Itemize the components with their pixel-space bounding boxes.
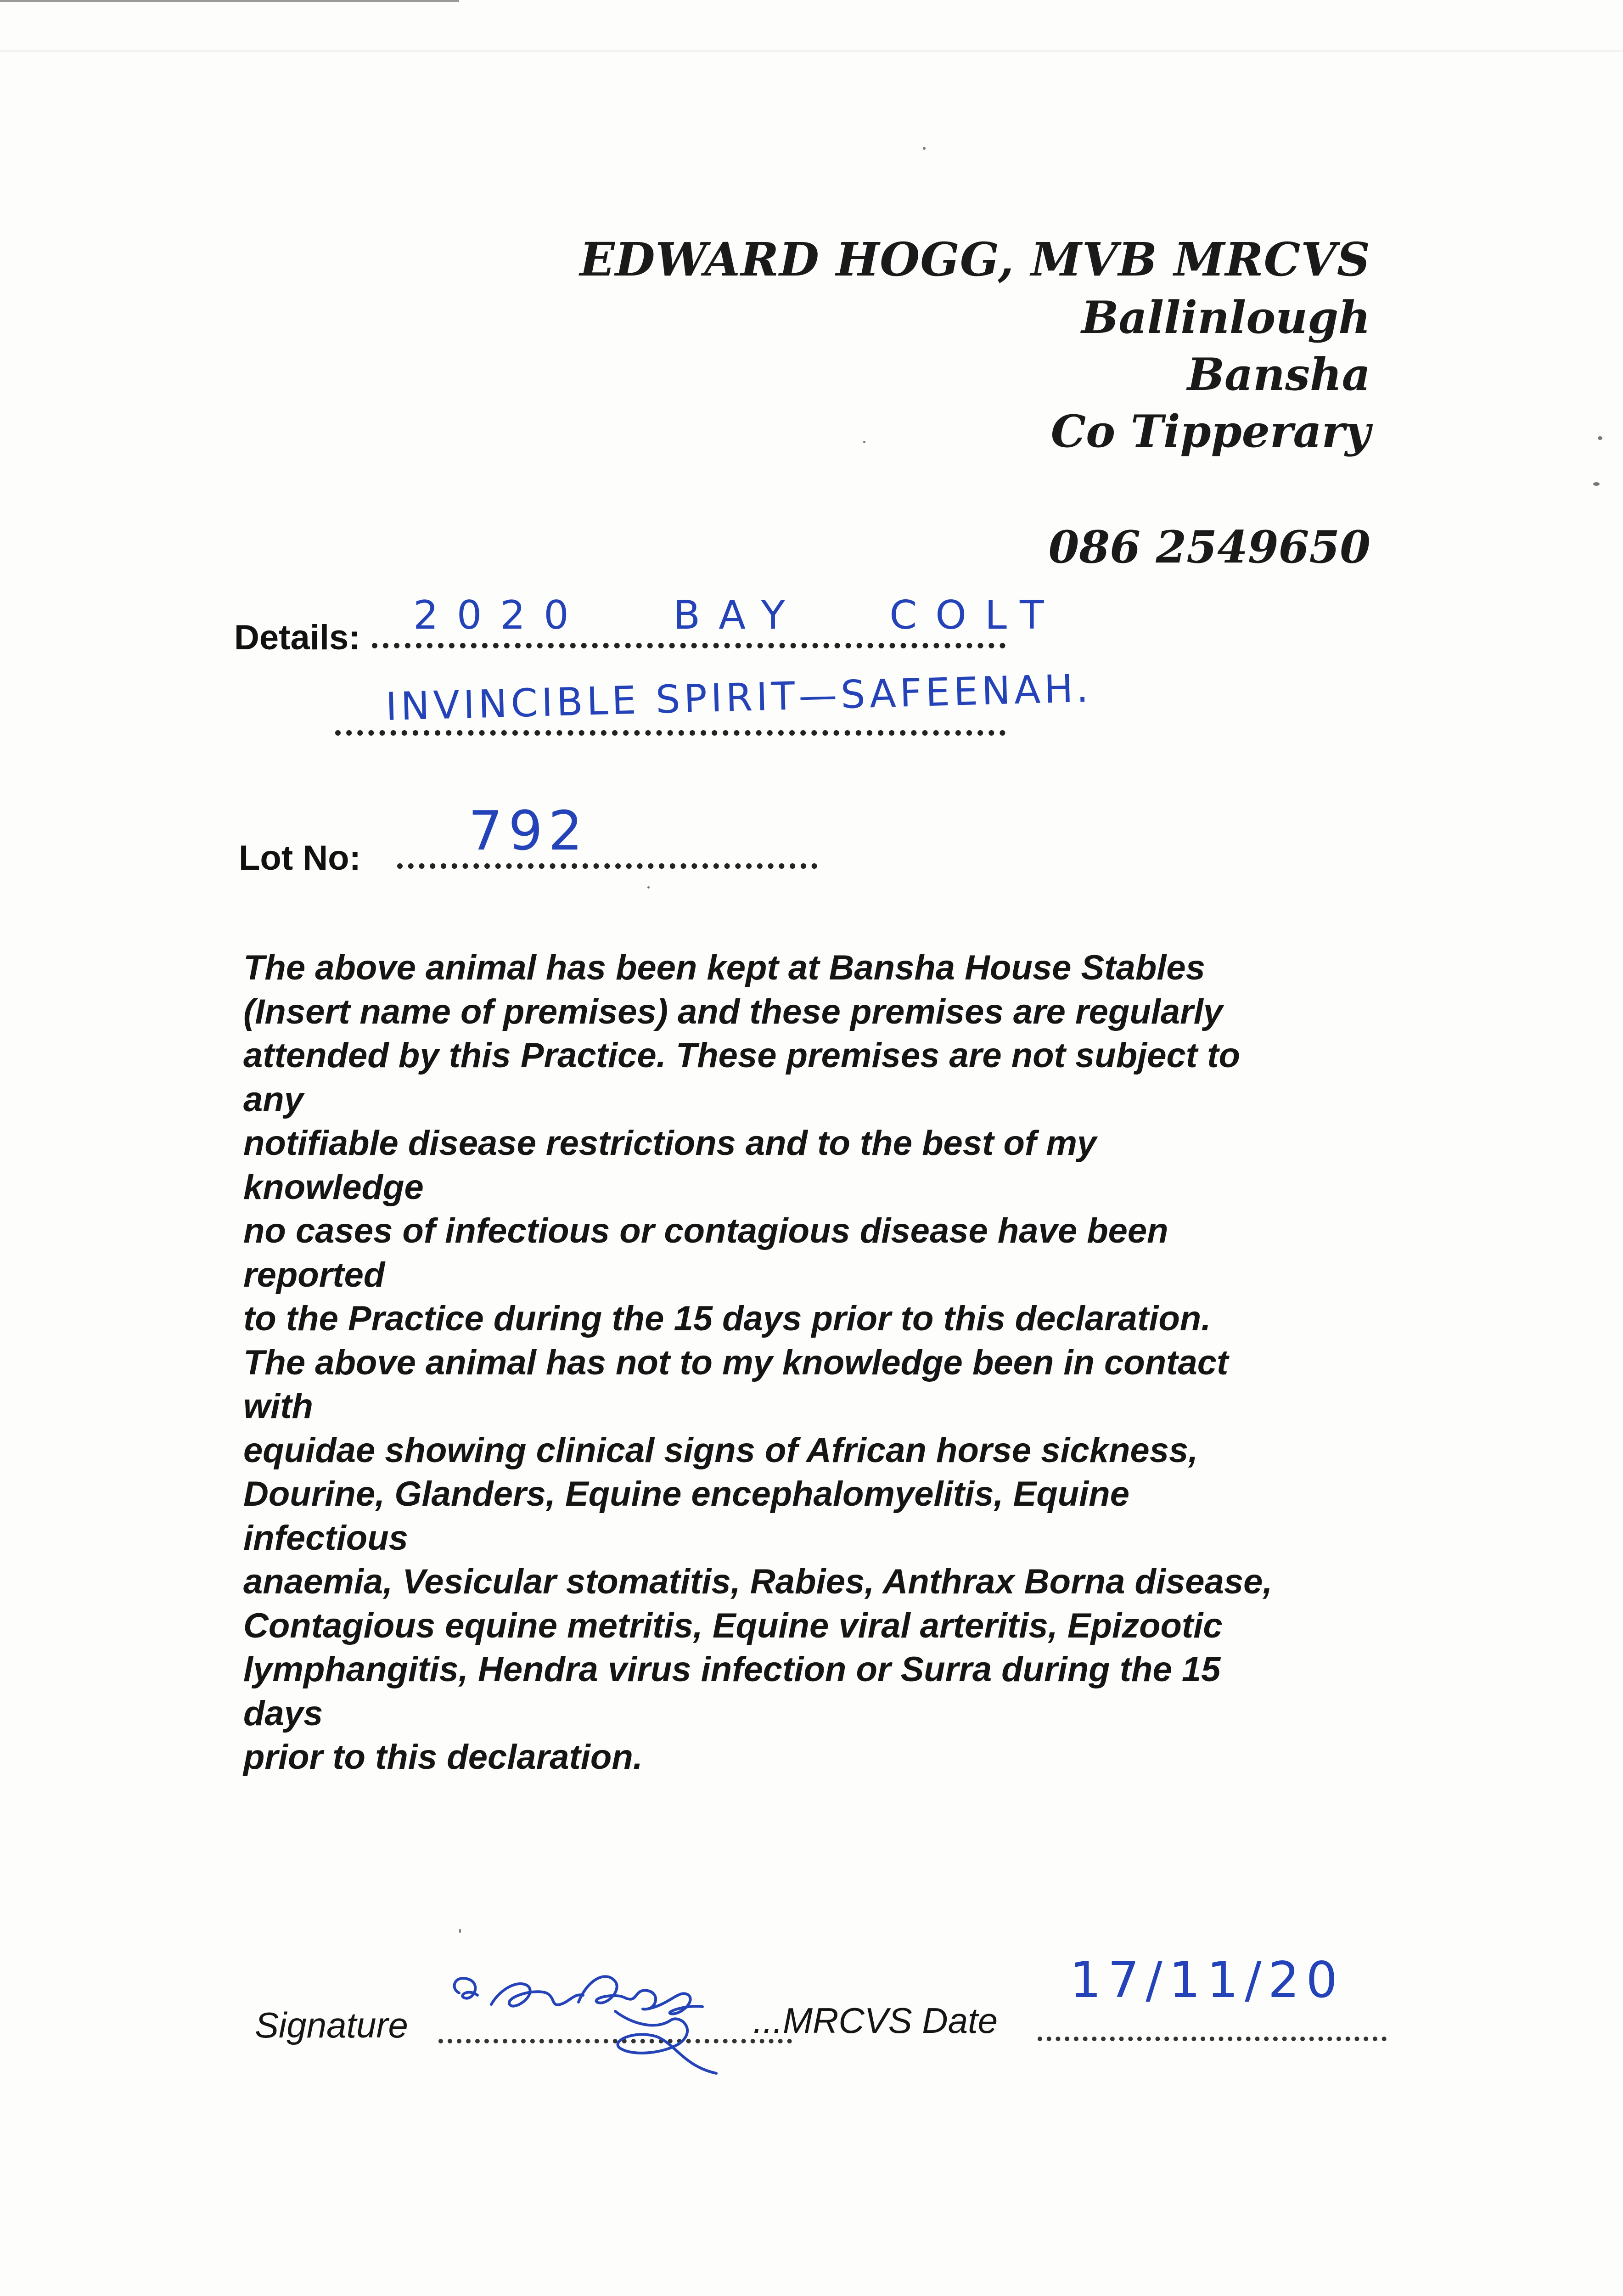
declaration-line: attended by this Practice. These premises are not subject to [243,1036,1240,1075]
signature-label: Signature [255,2005,408,2045]
declaration-line: Contagious equine metritis, Equine viral arteritis, Epizootic [243,1606,1223,1645]
declaration-line: to the Practice during the 15 days prior to this declaration. [243,1299,1211,1338]
scan-speck [863,441,865,443]
scan-speck [923,147,926,150]
details-handwritten-line-1: 2020 BAY COLT [413,592,1062,638]
address-line-3: Co Tipperary [1050,405,1370,457]
lot-dotted-line [397,863,817,869]
declaration-line: reported [243,1255,385,1294]
scan-speck [647,886,650,889]
declaration-line: any [243,1080,303,1119]
declaration-line: notifiable disease restrictions and to the best of my [243,1124,1097,1163]
declaration-line: equidae showing clinical signs of African horse sickness, [243,1430,1198,1470]
details-label: Details: [234,618,360,657]
mrcvs-date-label: ...MRCVS Date [753,2000,998,2041]
phone-number: 086 2549650 [1048,521,1370,573]
details-handwritten-line-2: INVINCIBLE SPIRIT—SAFEENAH. [385,665,1093,729]
declaration-line: (Insert name of premises) and these premises are regularly [243,992,1223,1031]
declaration-line: anaemia, Vesicular stomatitis, Rabies, Anthrax Borna disease, [243,1562,1273,1601]
lot-label: Lot No: [239,838,361,878]
declaration-line: days [243,1694,323,1733]
scan-edge-line [0,0,459,2]
declaration-text [243,946,1437,1779]
declaration-line: infectious [243,1518,408,1558]
declaration-line: Dourine, Glanders, Equine encephalomyelitis, Equine [243,1474,1129,1514]
scan-speck [459,1929,461,1933]
scan-speck [1598,436,1602,440]
declaration-line: prior to this declaration. [243,1738,643,1777]
declaration-line: The above animal has not to my knowledge been in contact [243,1343,1229,1382]
declaration-line: The above animal has been kept at Bansha House Stables [243,948,1205,987]
declaration-line: with [243,1387,313,1426]
address-line-1: Ballinlough [1081,292,1370,343]
date-handwritten: 17/11/20 [1070,1952,1344,2009]
address-line-2: Bansha [1187,349,1370,400]
date-dotted-line [1038,2037,1387,2041]
declaration-line: lymphangitis, Hendra virus infection or Surra during the 15 [243,1650,1221,1689]
vet-name: EDWARD HOGG, MVB MRCVS [579,232,1370,287]
declaration-line: knowledge [243,1167,424,1207]
handwritten-signature [441,1961,762,2080]
scan-speck [1593,482,1600,486]
lot-handwritten-value: 792 [468,799,589,862]
declaration-line: no cases of infectious or contagious disease have been [243,1211,1168,1250]
details-dotted-line-2 [335,730,1005,736]
letterhead [580,230,1370,576]
details-dotted-line-1 [372,643,1005,648]
